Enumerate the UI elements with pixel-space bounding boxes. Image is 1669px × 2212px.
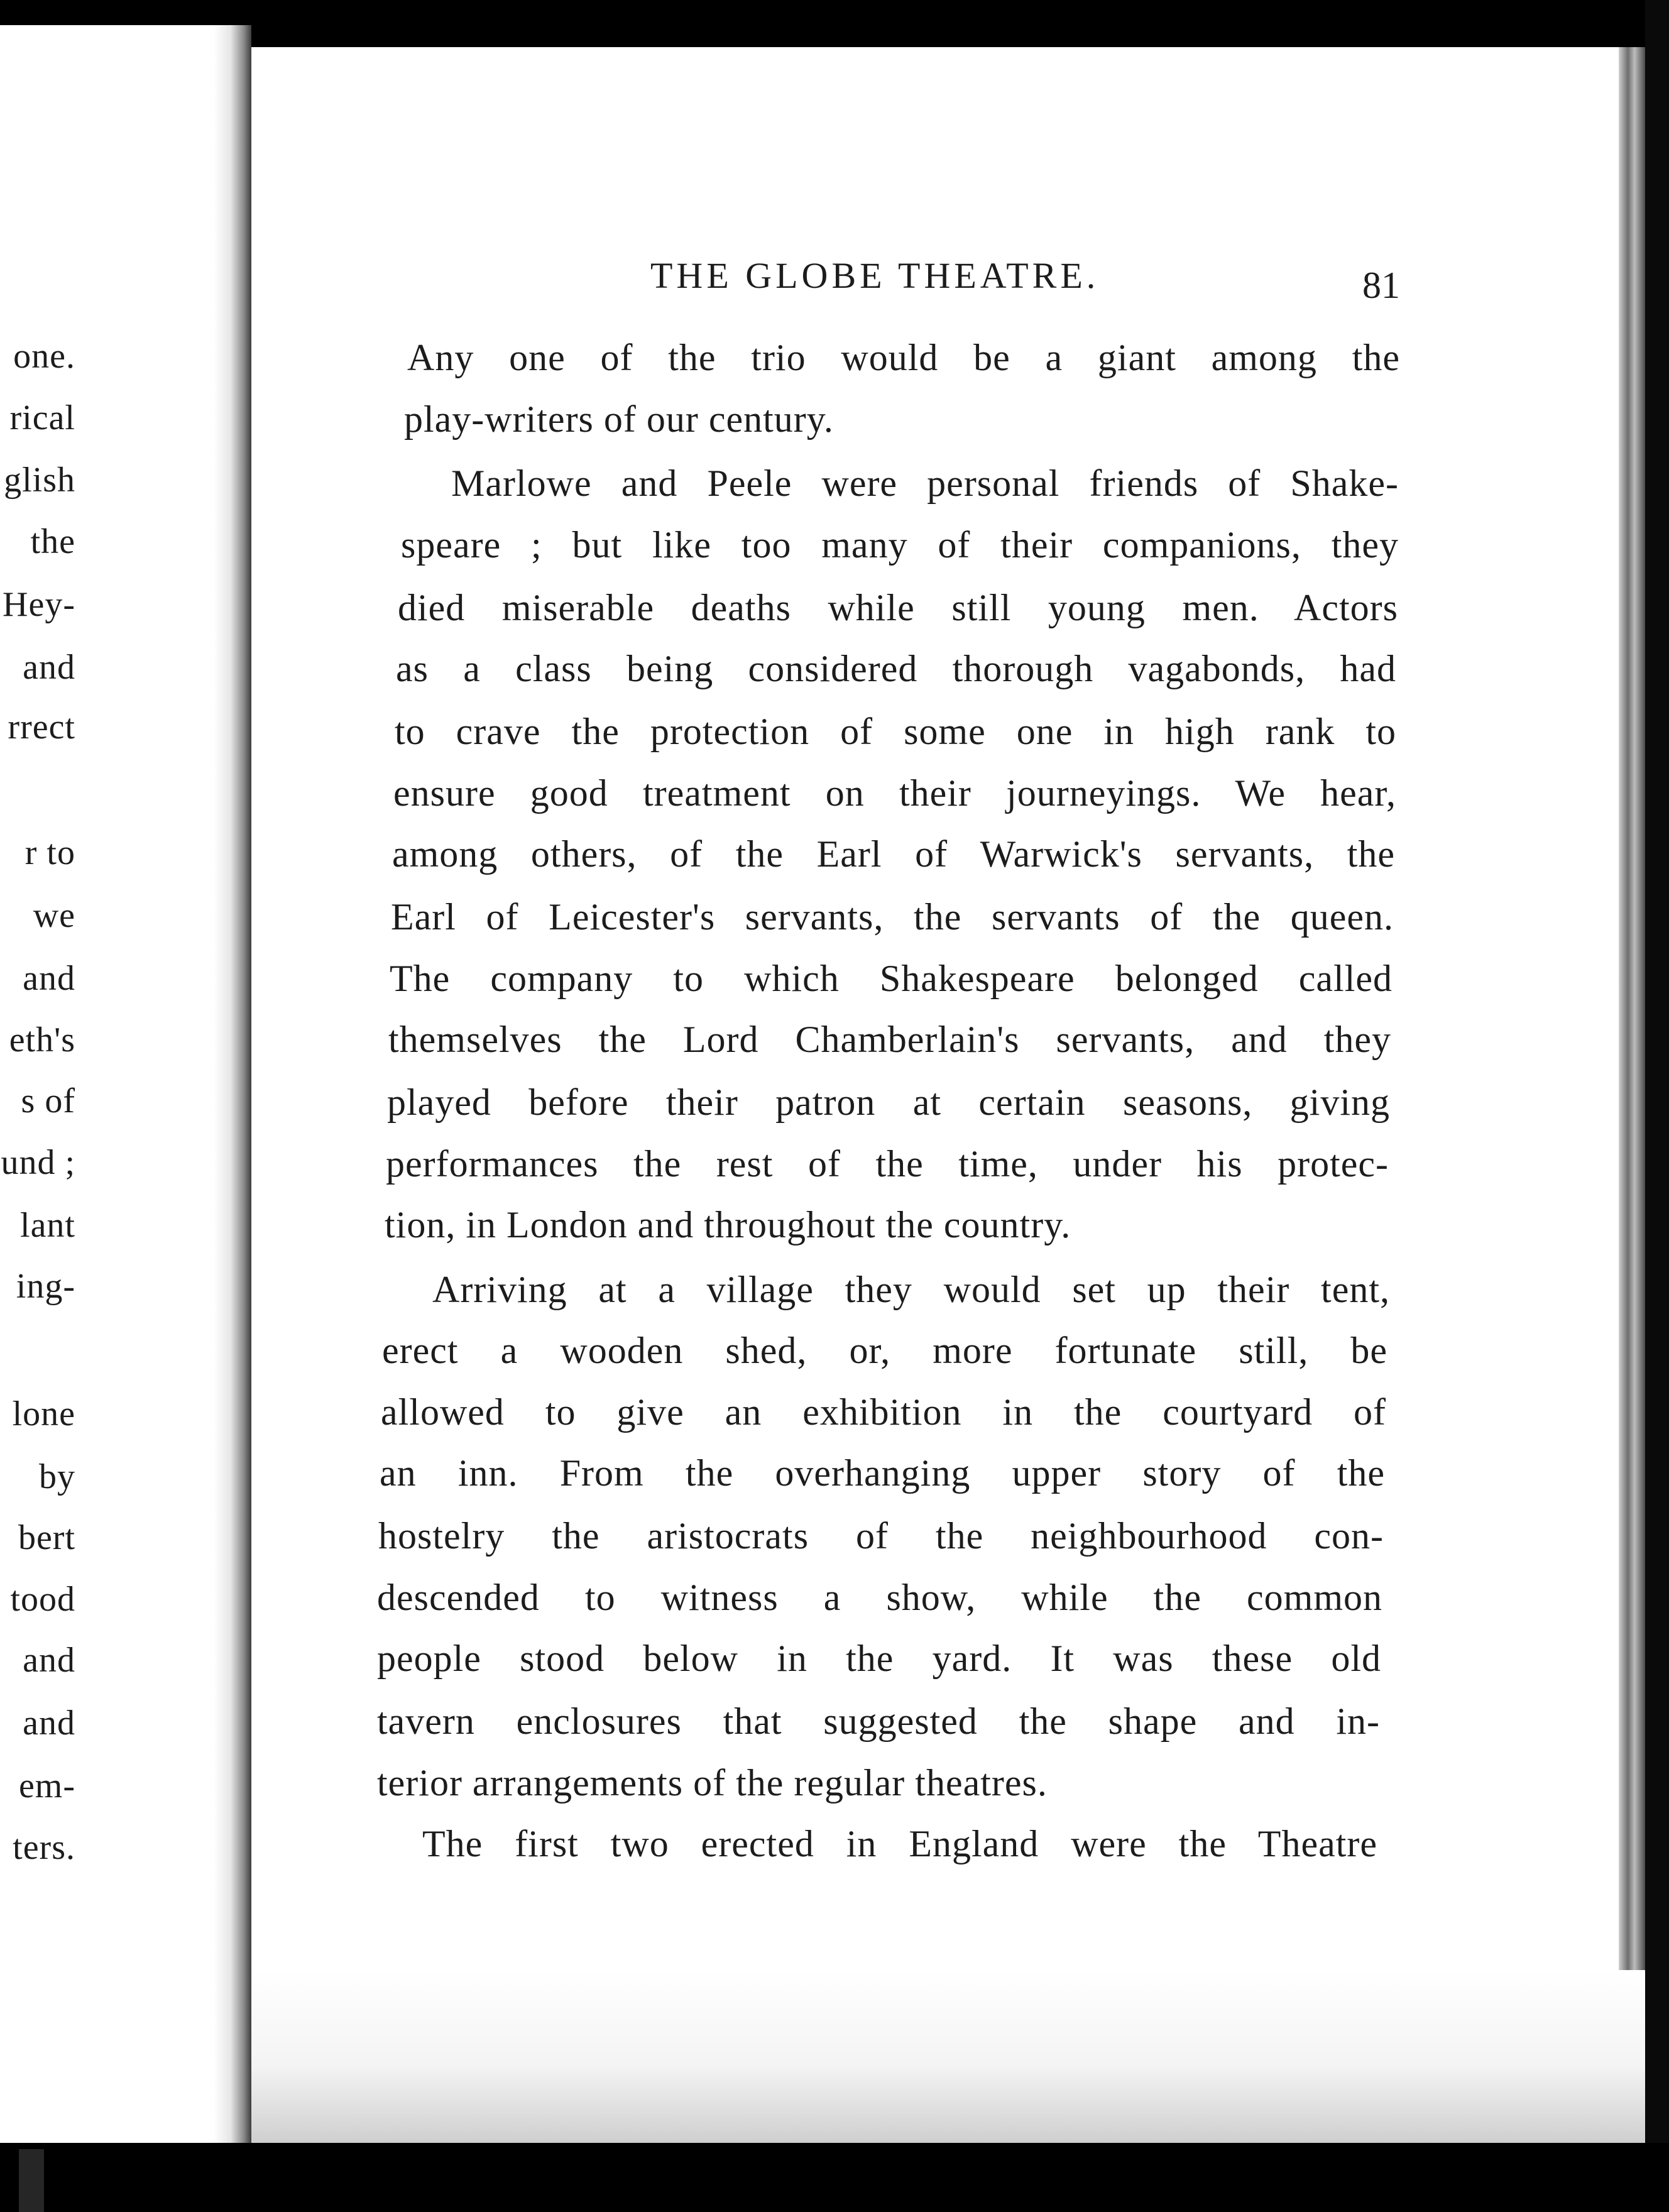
left-page-fragment: eth's [9, 1021, 75, 1059]
body-line: hostelry the aristocrats of the neighbourhood con- [378, 1515, 1384, 1557]
left-page-fragment: rical [9, 398, 75, 437]
left-page-fragment: ing- [16, 1267, 75, 1306]
left-page-fragment: and [23, 648, 75, 687]
body-line: Arriving at a village they would set up their tent, [432, 1269, 1390, 1310]
scan-border-bottom [0, 2143, 1669, 2212]
left-page-fragment: r to [25, 833, 75, 872]
body-line: erect a wooden shed, or, more fortunate still, be [382, 1330, 1387, 1371]
body-line: themselves the Lord Chamberlain's servants, and they [388, 1019, 1391, 1060]
left-page-fragment: und ; [1, 1143, 75, 1182]
scan-border-right [1645, 0, 1669, 2212]
body-line: died miserable deaths while still young men. Actors [398, 587, 1398, 628]
body-line: play-writers of our century. [404, 398, 834, 440]
book-bottom-edge [251, 1970, 1645, 2143]
book-gutter [214, 25, 251, 2149]
body-line: terior arrangements of the regular theatres. [377, 1762, 1048, 1804]
left-page-fragment: Hey- [3, 585, 75, 624]
page-edge [1619, 47, 1645, 2020]
body-line: descended to witness a show, while the common [377, 1577, 1382, 1618]
page-number: 81 [1362, 265, 1400, 306]
left-page-fragment: ters. [13, 1828, 75, 1867]
left-page-fragment: bert [18, 1518, 75, 1557]
left-page-fragment: lant [20, 1206, 75, 1245]
left-page-fragment: the [30, 522, 75, 561]
body-line: The first two erected in England were the Theatre [422, 1823, 1377, 1864]
body-line: played before their patron at certain seasons, giving [387, 1081, 1390, 1123]
left-page-fragment: lone [12, 1394, 75, 1433]
scan-smudge [19, 2149, 44, 2212]
left-page-fragment: glish [4, 461, 75, 500]
left-page-fragment: by [39, 1457, 75, 1496]
body-line: tavern enclosures that suggested the shape and in- [377, 1700, 1380, 1742]
left-page-fragment: s of [21, 1081, 75, 1120]
body-line: allowed to give an exhibition in the courtyard of [381, 1391, 1386, 1433]
body-line: speare ; but like too many of their companions, they [401, 524, 1399, 566]
right-page [251, 47, 1619, 1970]
body-line: an inn. From the overhanging upper story of the [380, 1452, 1385, 1494]
body-line: people stood below in the yard. It was these old [377, 1638, 1381, 1679]
body-line: Earl of Leicester's servants, the servants of the queen. [391, 896, 1394, 938]
body-line: Marlowe and Peele were personal friends of Shake- [451, 463, 1399, 504]
body-line: tion, in London and throughout the country. [385, 1204, 1071, 1246]
left-page-fragment: we [33, 896, 75, 935]
left-page-fragment: rrect [8, 708, 75, 747]
body-line: as a class being considered thorough vagabonds, had [396, 648, 1396, 689]
left-page-fragment: tood [10, 1580, 75, 1619]
body-line: The company to which Shakespeare belonged called [390, 958, 1393, 999]
left-page-fragment: and [23, 959, 75, 998]
body-line: Any one of the trio would be a giant among the [407, 337, 1400, 378]
left-page-fragment: and [23, 1641, 75, 1680]
left-page-fragment: and [23, 1704, 75, 1743]
running-title: THE GLOBE THEATRE. [650, 255, 1100, 296]
body-line: among others, of the Earl of Warwick's servants, the [392, 833, 1395, 875]
body-line: ensure good treatment on their journeyings. We hear, [393, 772, 1396, 814]
body-line: performances the rest of the time, under his protec- [386, 1143, 1389, 1185]
body-line: to crave the protection of some one in high rank to [395, 711, 1396, 752]
left-page-fragment: em- [18, 1766, 75, 1805]
left-page-fragment: one. [13, 337, 75, 376]
